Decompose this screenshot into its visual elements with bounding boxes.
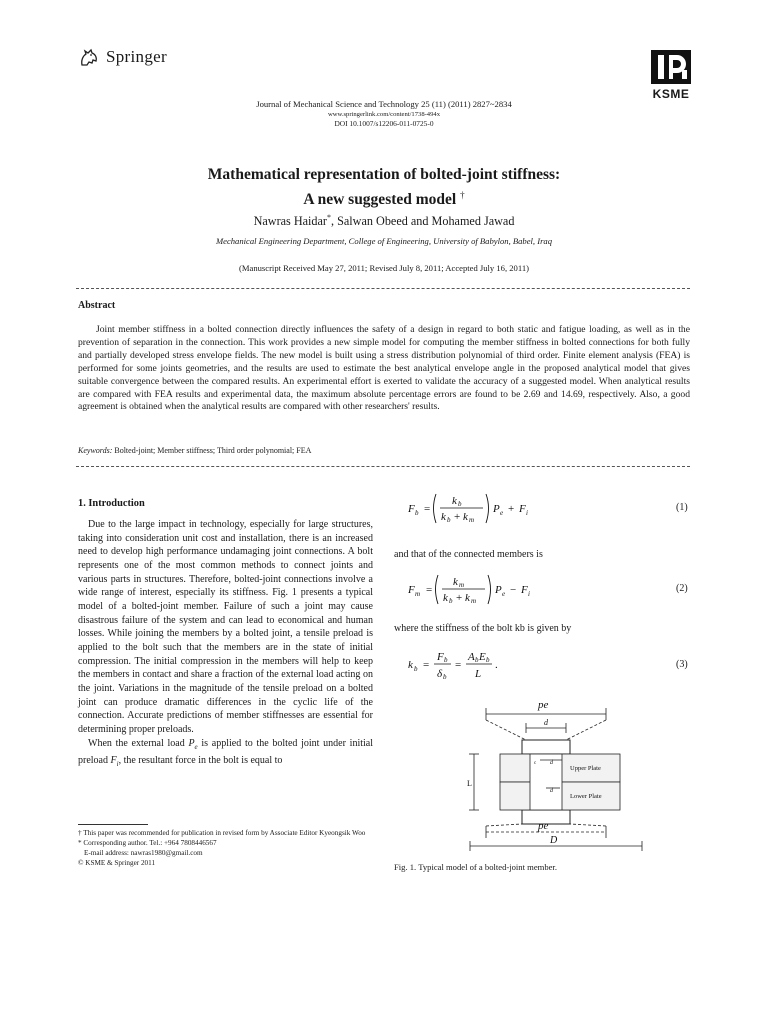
svg-text:b: b — [486, 656, 490, 664]
equation-1-number: (1) — [676, 502, 688, 513]
svg-text:k: k — [443, 592, 448, 604]
footnotes — [78, 828, 378, 868]
equation-1 — [404, 490, 594, 526]
symbol-fi — [110, 755, 119, 769]
svg-text:F: F — [519, 503, 526, 515]
ksme-logo-text: KSME — [652, 87, 690, 101]
svg-text:=: = — [424, 503, 431, 515]
svg-text:=: = — [455, 659, 462, 671]
svg-text:E: E — [479, 651, 486, 663]
intro-paragraph-1: Due to the large impact in technology, especially for large structures, taking into consideration unit cost and installation, there is an increased need to develop high performance undamaging joint connections. A bolt represents one of the most common methods to connect joints and various parts in structures. Therefore, bolted-joint connections involve a wide range of interest, especially its stiffness. Fig. 1 presents a typical model of a bolted-joint member. Failure of such a joint may cause disastrous failure of the system and can lead to economical and human losses. While joining the members by a bolted joint, a tensile preload is applied to the bolt such that the members are in the state of initial compression. The initial compression in the members will help to keep the members in contact and share a fraction of the external load acting on the joint. Variations in the magnitude of the tensile preload on a bolted joint can produce dramatic differences in the cyclic life of the connection. Accurate predictions of member stiffnesses are essential for determining proper preloads. — [78, 519, 373, 735]
label-lower-plate: Lower Plate — [570, 793, 602, 800]
svg-text:+: + — [456, 592, 463, 604]
symbol-pe-base: P — [188, 737, 195, 749]
svg-text:F: F — [521, 584, 528, 596]
label-d-top: d — [544, 718, 548, 727]
svg-text:P: P — [493, 503, 500, 515]
intro-paragraph-2 — [78, 737, 373, 772]
paper-title — [0, 164, 768, 210]
symbol-fi-base: F — [110, 755, 117, 767]
footnote-email[interactable]: E-mail address: nawras1980@gmail.com — [84, 849, 203, 857]
divider-top — [76, 288, 690, 289]
svg-text:=: = — [426, 584, 433, 596]
equation-3-number: (3) — [676, 659, 688, 670]
svg-text:−: − — [510, 584, 517, 596]
svg-text:b: b — [444, 656, 448, 664]
author-1: Nawras Haidar — [253, 214, 327, 229]
svg-text:b: b — [415, 509, 419, 517]
title-line-2-text: A new suggested model — [303, 191, 457, 209]
svg-text:.: . — [495, 659, 498, 671]
svg-text:k: k — [465, 592, 470, 604]
svg-text:b: b — [414, 665, 418, 673]
footnote-copyright: © KSME & Springer 2011 — [78, 859, 156, 867]
corresponding-mark: * — [327, 213, 331, 222]
introduction-text — [78, 518, 373, 772]
label-D: D — [550, 835, 558, 846]
svg-text:+: + — [508, 503, 515, 515]
svg-text:k: k — [463, 511, 468, 523]
abstract-heading: Abstract — [78, 300, 116, 311]
svg-text:i: i — [526, 509, 528, 517]
label-d-small: d — [550, 760, 553, 766]
equation-2-number: (2) — [676, 583, 688, 594]
svg-text:e: e — [502, 590, 506, 598]
svg-text:b: b — [475, 656, 479, 664]
manuscript-dates: (Manuscript Received May 27, 2011; Revised July 8, 2011; Accepted July 16, 2011) — [239, 263, 529, 273]
label-c: c — [534, 761, 537, 766]
svg-text:k: k — [453, 576, 458, 588]
publisher-name: Springer — [106, 47, 167, 66]
svg-text:δ: δ — [437, 668, 443, 680]
svg-text:L: L — [475, 668, 482, 680]
symbol-fi-sub: i — [116, 760, 119, 769]
section-heading-introduction: 1. Introduction — [78, 498, 145, 509]
symbol-pe-sub: e — [194, 742, 198, 751]
svg-text:b: b — [443, 673, 447, 681]
svg-text:F: F — [437, 651, 444, 663]
svg-text:m: m — [469, 516, 475, 524]
text-connected-members: and that of the connected members is — [394, 549, 543, 560]
footnote-rule — [78, 824, 148, 825]
journal-url[interactable]: www.springerlink.com/content/1738-494x — [327, 111, 440, 118]
figure-1-bolted-joint — [466, 692, 646, 854]
footnote-recommended: † This paper was recommended for publication in revised form by Associate Editor Kyeongsik Woo — [78, 829, 366, 837]
svg-text:k: k — [441, 511, 446, 523]
symbol-pe — [188, 738, 197, 749]
intro-p2-a: When the external load — [88, 737, 189, 749]
svg-text:A: A — [468, 651, 475, 663]
svg-text:P: P — [495, 584, 502, 596]
svg-text:k: k — [452, 495, 457, 507]
authors-rest: , Salwan Obeed and Mohamed Jawad — [331, 214, 515, 229]
keywords — [78, 446, 311, 455]
label-db: d — [550, 788, 553, 794]
svg-text:+: + — [454, 511, 461, 523]
svg-text:m: m — [471, 597, 477, 605]
title-line-2 — [0, 185, 768, 210]
svg-text:k: k — [408, 659, 413, 671]
keywords-list: Bolted-joint; Member stiffness; Third order polynomial; FEA — [114, 446, 312, 455]
journal-citation: Journal of Mechanical Science and Technology 25 (11) (2011) 2827~2834 — [256, 99, 512, 109]
label-upper-plate: Upper Plate — [570, 765, 601, 772]
equation-3 — [404, 648, 594, 682]
footnote-corresponding: * Corresponding author. Tel.: +964 7808446567 — [78, 839, 217, 847]
figure-1-caption: Fig. 1. Typical model of a bolted-joint member. — [394, 862, 557, 872]
svg-text:i: i — [528, 590, 530, 598]
springer-logo — [78, 46, 167, 68]
svg-text:m: m — [459, 581, 465, 589]
authors — [0, 213, 768, 229]
equation-2 — [404, 571, 594, 607]
svg-text:F: F — [408, 584, 415, 596]
label-pe-bottom: pe — [538, 820, 549, 832]
springer-horse-icon — [78, 46, 100, 68]
divider-bottom — [76, 466, 690, 467]
svg-text:b: b — [447, 516, 451, 524]
text-bolt-stiffness: where the stiffness of the bolt kb is given by — [394, 623, 572, 634]
intro-p2-b: is applied to the bolted joint under initial preload — [78, 737, 374, 767]
svg-text:b: b — [449, 597, 453, 605]
intro-p2-c: , the resultant force in the bolt is equal to — [118, 755, 283, 767]
title-footnote-mark: † — [460, 190, 465, 200]
svg-text:=: = — [423, 659, 430, 671]
ksme-emblem-icon — [649, 48, 693, 86]
svg-text:F: F — [408, 503, 415, 515]
ksme-logo — [648, 48, 694, 101]
svg-text:e: e — [500, 509, 504, 517]
title-line-1: Mathematical representation of bolted-joint stiffness: — [207, 166, 561, 183]
svg-text:m: m — [415, 590, 421, 598]
label-pe-top: pe — [538, 699, 549, 711]
doi: DOI 10.1007/s12206-011-0725-0 — [334, 119, 434, 128]
label-L: L — [467, 779, 472, 788]
affiliation: Mechanical Engineering Department, College of Engineering, University of Babylon, Babel, Iraq — [215, 236, 553, 246]
keywords-label: Keywords: — [78, 446, 113, 455]
abstract-text: Joint member stiffness in a bolted connection directly influences the safety of a design in regard to both static and fatigue loading, as well as in the prevention of separation in the connection. This work provides a new simple model for computing the member stiffness in bolted connections for both fully and partially developed stress envelope fields. The new model is built using a stress distribution polynomial of third order. Finite element analysis (FEA) is performed for some joints geometries, and the results are used to estimate the best analytical envelope angle in the proposed analytical model that gives suitable convergence between the compared results. An experimental effort is exerted to validate the accuracy of a suggested model. When analytical results are compared with FEA results and experimental data, the maximum absolute percentage errors are found to be 2.69 and 14.69, respectively. Also, a good agreement is obtained when the analytical results are compared with other researchers' results. — [78, 324, 690, 413]
svg-text:b: b — [458, 500, 462, 508]
